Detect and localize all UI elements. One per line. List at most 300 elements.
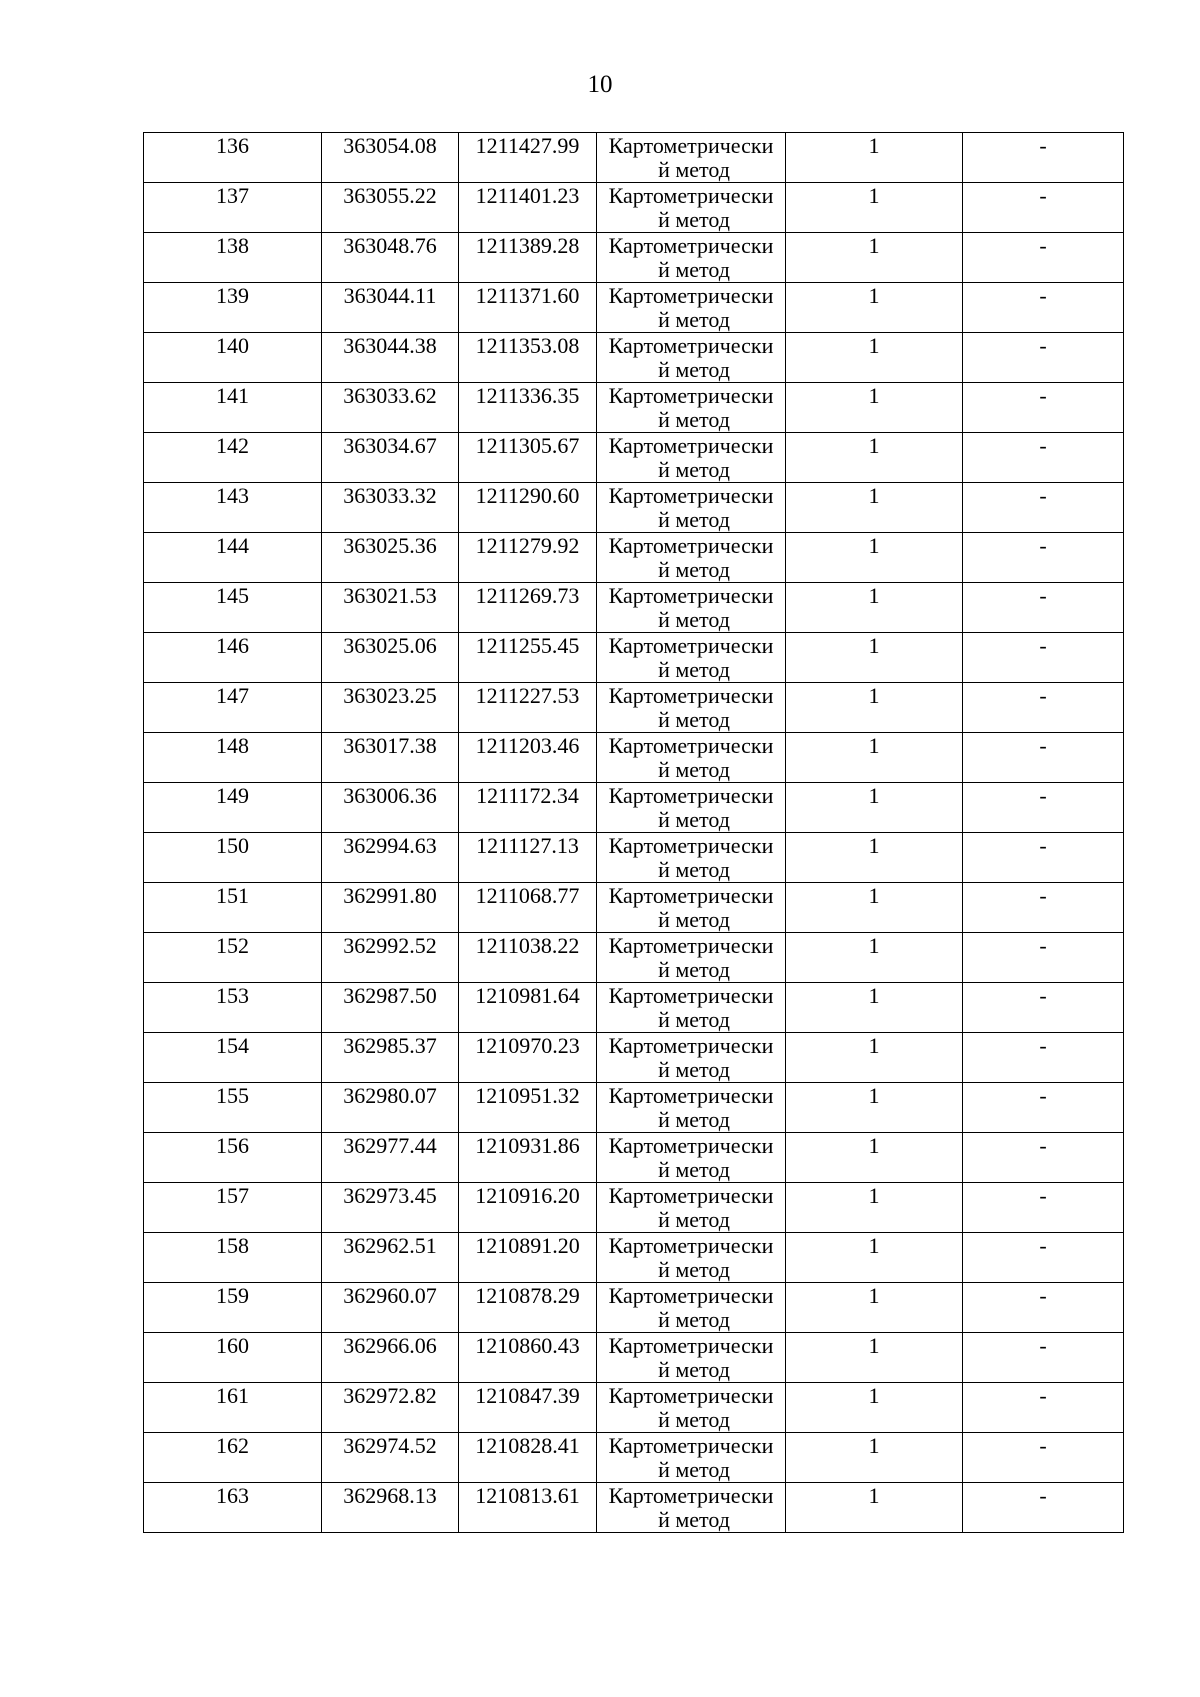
point-number-value: 143 [216, 483, 249, 508]
method-cell [597, 283, 786, 333]
method-label-line2: й метод [658, 257, 730, 282]
y-coordinate-cell [459, 1183, 597, 1233]
note-cell [963, 733, 1124, 783]
x-coordinate-value: 363033.32 [343, 483, 437, 508]
method-cell [597, 1483, 786, 1533]
table-row [144, 983, 1124, 1033]
y-coordinate-value: 1210878.29 [475, 1283, 580, 1308]
note-value: - [1039, 1283, 1047, 1308]
table-row [144, 1283, 1124, 1333]
accuracy-cell [786, 133, 963, 183]
x-coordinate-value: 362992.52 [343, 933, 437, 958]
x-coordinate-value: 363033.62 [343, 383, 437, 408]
method-label-line1: Картометрически [608, 1483, 774, 1508]
point-number-cell [144, 583, 322, 633]
page-number: 10 [587, 71, 613, 98]
note-value: - [1039, 1333, 1047, 1358]
y-coordinate-cell [459, 1133, 597, 1183]
point-number-cell [144, 1283, 322, 1333]
method-label-line1: Картометрически [608, 683, 774, 708]
method-label-line2: й метод [658, 207, 730, 232]
table-row [144, 433, 1124, 483]
accuracy-cell [786, 733, 963, 783]
note-cell [963, 833, 1124, 883]
coordinates-table-body [144, 133, 1124, 1533]
method-label-line1: Картометрически [608, 1083, 774, 1108]
accuracy-value: 1 [868, 1283, 880, 1308]
x-coordinate-cell [322, 933, 459, 983]
accuracy-value: 1 [868, 733, 880, 758]
y-coordinate-cell [459, 1433, 597, 1483]
table-row [144, 1083, 1124, 1133]
method-label-line2: й метод [658, 1457, 730, 1482]
table-row [144, 1433, 1124, 1483]
method-cell [597, 233, 786, 283]
y-coordinate-value: 1211255.45 [475, 633, 580, 658]
method-cell [597, 133, 786, 183]
y-coordinate-cell [459, 233, 597, 283]
accuracy-cell [786, 1083, 963, 1133]
table-row [144, 383, 1124, 433]
accuracy-value: 1 [868, 1433, 880, 1458]
method-cell [597, 1233, 786, 1283]
method-cell [597, 1083, 786, 1133]
accuracy-value: 1 [868, 583, 880, 608]
method-label-line1: Картометрически [608, 583, 774, 608]
y-coordinate-cell [459, 733, 597, 783]
point-number-value: 150 [216, 833, 249, 858]
method-label-line1: Картометрически [608, 1383, 774, 1408]
accuracy-cell [786, 1233, 963, 1283]
table-row [144, 283, 1124, 333]
x-coordinate-cell [322, 283, 459, 333]
y-coordinate-value: 1210860.43 [475, 1333, 580, 1358]
point-number-value: 145 [216, 583, 249, 608]
note-cell [963, 133, 1124, 183]
y-coordinate-cell [459, 1083, 597, 1133]
note-value: - [1039, 433, 1047, 458]
table-row [144, 183, 1124, 233]
note-value: - [1039, 983, 1047, 1008]
note-cell [963, 683, 1124, 733]
accuracy-cell [786, 933, 963, 983]
method-label-line1: Картометрически [608, 1133, 774, 1158]
method-label-line1: Картометрически [608, 133, 774, 158]
x-coordinate-cell [322, 483, 459, 533]
note-cell [963, 1033, 1124, 1083]
method-cell [597, 183, 786, 233]
point-number-value: 159 [216, 1283, 249, 1308]
x-coordinate-value: 362966.06 [343, 1333, 437, 1358]
y-coordinate-value: 1211203.46 [475, 733, 580, 758]
note-cell [963, 1383, 1124, 1433]
method-label-line2: й метод [658, 157, 730, 182]
method-label-line2: й метод [658, 857, 730, 882]
point-number-cell [144, 783, 322, 833]
accuracy-cell [786, 233, 963, 283]
x-coordinate-value: 363006.36 [343, 783, 437, 808]
point-number-value: 155 [216, 1083, 249, 1108]
method-cell [597, 683, 786, 733]
accuracy-value: 1 [868, 1183, 880, 1208]
method-cell [597, 383, 786, 433]
accuracy-cell [786, 783, 963, 833]
point-number-value: 156 [216, 1133, 249, 1158]
point-number-value: 158 [216, 1233, 249, 1258]
point-number-value: 149 [216, 783, 249, 808]
note-value: - [1039, 233, 1047, 258]
method-label-line1: Картометрически [608, 1033, 774, 1058]
point-number-value: 142 [216, 433, 249, 458]
method-label-line2: й метод [658, 1207, 730, 1232]
y-coordinate-cell [459, 633, 597, 683]
y-coordinate-value: 1210916.20 [475, 1183, 580, 1208]
y-coordinate-value: 1211353.08 [475, 333, 580, 358]
note-cell [963, 233, 1124, 283]
y-coordinate-value: 1211290.60 [475, 483, 580, 508]
accuracy-value: 1 [868, 283, 880, 308]
note-cell [963, 1183, 1124, 1233]
note-cell [963, 1333, 1124, 1383]
accuracy-value: 1 [868, 1033, 880, 1058]
point-number-value: 136 [216, 133, 249, 158]
point-number-cell [144, 383, 322, 433]
accuracy-value: 1 [868, 133, 880, 158]
y-coordinate-cell [459, 1033, 597, 1083]
accuracy-value: 1 [868, 783, 880, 808]
accuracy-cell [786, 1333, 963, 1383]
method-label-line2: й метод [658, 357, 730, 382]
point-number-cell [144, 1183, 322, 1233]
method-label-line1: Картометрически [608, 383, 774, 408]
note-cell [963, 783, 1124, 833]
point-number-value: 152 [216, 933, 249, 958]
method-label-line2: й метод [658, 1407, 730, 1432]
y-coordinate-value: 1211389.28 [475, 233, 580, 258]
y-coordinate-cell [459, 283, 597, 333]
method-label-line1: Картометрически [608, 1283, 774, 1308]
note-cell [963, 1083, 1124, 1133]
note-value: - [1039, 183, 1047, 208]
accuracy-cell [786, 833, 963, 883]
method-label-line2: й метод [658, 1357, 730, 1382]
method-label-line2: й метод [658, 907, 730, 932]
method-cell [597, 483, 786, 533]
note-cell [963, 533, 1124, 583]
x-coordinate-cell [322, 533, 459, 583]
x-coordinate-value: 363025.06 [343, 633, 437, 658]
note-value: - [1039, 133, 1047, 158]
point-number-cell [144, 133, 322, 183]
accuracy-value: 1 [868, 233, 880, 258]
accuracy-cell [786, 633, 963, 683]
method-label-line1: Картометрически [608, 1333, 774, 1358]
y-coordinate-value: 1210951.32 [475, 1083, 580, 1108]
y-coordinate-cell [459, 1283, 597, 1333]
note-cell [963, 1283, 1124, 1333]
point-number-value: 151 [216, 883, 249, 908]
x-coordinate-value: 362974.52 [343, 1433, 437, 1458]
accuracy-value: 1 [868, 1083, 880, 1108]
accuracy-value: 1 [868, 383, 880, 408]
method-cell [597, 1133, 786, 1183]
accuracy-value: 1 [868, 1233, 880, 1258]
method-label-line1: Картометрически [608, 533, 774, 558]
method-label-line1: Картометрически [608, 283, 774, 308]
accuracy-cell [786, 683, 963, 733]
note-value: - [1039, 783, 1047, 808]
note-value: - [1039, 933, 1047, 958]
accuracy-cell [786, 583, 963, 633]
y-coordinate-cell [459, 1233, 597, 1283]
method-label-line2: й метод [658, 557, 730, 582]
method-label-line1: Картометрически [608, 633, 774, 658]
note-value: - [1039, 1033, 1047, 1058]
point-number-cell [144, 483, 322, 533]
x-coordinate-value: 363055.22 [343, 183, 437, 208]
point-number-cell [144, 983, 322, 1033]
y-coordinate-value: 1211269.73 [475, 583, 580, 608]
point-number-value: 161 [216, 1383, 249, 1408]
accuracy-value: 1 [868, 483, 880, 508]
y-coordinate-value: 1210828.41 [475, 1433, 580, 1458]
accuracy-cell [786, 1383, 963, 1433]
table-row [144, 783, 1124, 833]
point-number-cell [144, 1383, 322, 1433]
y-coordinate-value: 1210981.64 [475, 983, 580, 1008]
point-number-value: 141 [216, 383, 249, 408]
accuracy-value: 1 [868, 1133, 880, 1158]
accuracy-value: 1 [868, 633, 880, 658]
x-coordinate-cell [322, 1133, 459, 1183]
method-cell [597, 1283, 786, 1333]
point-number-value: 154 [216, 1033, 249, 1058]
method-label-line1: Картометрически [608, 433, 774, 458]
accuracy-value: 1 [868, 933, 880, 958]
x-coordinate-value: 363044.38 [343, 333, 437, 358]
y-coordinate-value: 1211038.22 [475, 933, 580, 958]
table-row [144, 483, 1124, 533]
x-coordinate-cell [322, 733, 459, 783]
accuracy-value: 1 [868, 683, 880, 708]
method-cell [597, 1333, 786, 1383]
x-coordinate-cell [322, 1183, 459, 1233]
method-cell [597, 533, 786, 583]
method-label-line1: Картометрически [608, 1183, 774, 1208]
accuracy-cell [786, 1133, 963, 1183]
note-value: - [1039, 333, 1047, 358]
x-coordinate-cell [322, 1433, 459, 1483]
method-label-line2: й метод [658, 757, 730, 782]
y-coordinate-value: 1210891.20 [475, 1233, 580, 1258]
x-coordinate-value: 362977.44 [343, 1133, 437, 1158]
x-coordinate-cell [322, 1333, 459, 1383]
accuracy-cell [786, 433, 963, 483]
note-value: - [1039, 1183, 1047, 1208]
point-number-value: 137 [216, 183, 249, 208]
note-cell [963, 933, 1124, 983]
method-label-line2: й метод [658, 307, 730, 332]
table-row [144, 1333, 1124, 1383]
method-label-line2: й метод [658, 1307, 730, 1332]
method-cell [597, 783, 786, 833]
note-value: - [1039, 1483, 1047, 1508]
point-number-value: 147 [216, 683, 249, 708]
method-label-line1: Картометрически [608, 1433, 774, 1458]
point-number-cell [144, 1033, 322, 1083]
note-value: - [1039, 883, 1047, 908]
method-label-line1: Картометрически [608, 883, 774, 908]
accuracy-cell [786, 1033, 963, 1083]
x-coordinate-cell [322, 383, 459, 433]
y-coordinate-value: 1211427.99 [475, 133, 580, 158]
note-cell [963, 1133, 1124, 1183]
method-label-line2: й метод [658, 457, 730, 482]
method-label-line1: Картометрически [608, 983, 774, 1008]
note-cell [963, 983, 1124, 1033]
method-label-line1: Картометрически [608, 733, 774, 758]
note-cell [963, 583, 1124, 633]
point-number-value: 139 [216, 283, 249, 308]
accuracy-cell [786, 483, 963, 533]
y-coordinate-value: 1211305.67 [475, 433, 580, 458]
method-label-line2: й метод [658, 1057, 730, 1082]
accuracy-cell [786, 383, 963, 433]
point-number-cell [144, 733, 322, 783]
y-coordinate-value: 1210813.61 [475, 1483, 580, 1508]
note-value: - [1039, 1383, 1047, 1408]
note-value: - [1039, 583, 1047, 608]
point-number-cell [144, 233, 322, 283]
y-coordinate-cell [459, 433, 597, 483]
y-coordinate-value: 1211227.53 [475, 683, 580, 708]
method-label-line1: Картометрически [608, 333, 774, 358]
x-coordinate-value: 363048.76 [343, 233, 437, 258]
accuracy-cell [786, 533, 963, 583]
method-label-line1: Картометрически [608, 1233, 774, 1258]
method-label-line2: й метод [658, 507, 730, 532]
x-coordinate-value: 362987.50 [343, 983, 437, 1008]
y-coordinate-cell [459, 833, 597, 883]
point-number-value: 148 [216, 733, 249, 758]
accuracy-cell [786, 983, 963, 1033]
note-value: - [1039, 733, 1047, 758]
x-coordinate-cell [322, 1483, 459, 1533]
point-number-cell [144, 833, 322, 883]
x-coordinate-cell [322, 633, 459, 683]
note-value: - [1039, 833, 1047, 858]
y-coordinate-cell [459, 1383, 597, 1433]
method-label-line2: й метод [658, 1257, 730, 1282]
accuracy-value: 1 [868, 433, 880, 458]
method-cell [597, 1183, 786, 1233]
y-coordinate-cell [459, 783, 597, 833]
x-coordinate-value: 363034.67 [343, 433, 437, 458]
x-coordinate-cell [322, 1083, 459, 1133]
method-label-line1: Картометрически [608, 233, 774, 258]
x-coordinate-value: 362972.82 [343, 1383, 437, 1408]
point-number-value: 146 [216, 633, 249, 658]
accuracy-cell [786, 1183, 963, 1233]
point-number-value: 163 [216, 1483, 249, 1508]
point-number-cell [144, 183, 322, 233]
y-coordinate-cell [459, 583, 597, 633]
y-coordinate-value: 1211371.60 [475, 283, 580, 308]
table-row [144, 533, 1124, 583]
note-cell [963, 433, 1124, 483]
x-coordinate-cell [322, 583, 459, 633]
method-cell [597, 433, 786, 483]
note-value: - [1039, 1133, 1047, 1158]
x-coordinate-value: 363025.36 [343, 533, 437, 558]
x-coordinate-cell [322, 1383, 459, 1433]
method-label-line2: й метод [658, 1157, 730, 1182]
accuracy-cell [786, 1283, 963, 1333]
method-label-line2: й метод [658, 807, 730, 832]
method-label-line2: й метод [658, 1107, 730, 1132]
accuracy-value: 1 [868, 1333, 880, 1358]
x-coordinate-cell [322, 783, 459, 833]
point-number-cell [144, 1433, 322, 1483]
table-row [144, 333, 1124, 383]
x-coordinate-value: 362968.13 [343, 1483, 437, 1508]
table-row [144, 1133, 1124, 1183]
x-coordinate-cell [322, 883, 459, 933]
x-coordinate-value: 362980.07 [343, 1083, 437, 1108]
point-number-value: 160 [216, 1333, 249, 1358]
y-coordinate-value: 1211172.34 [476, 783, 579, 808]
x-coordinate-value: 362960.07 [343, 1283, 437, 1308]
x-coordinate-cell [322, 983, 459, 1033]
y-coordinate-cell [459, 1333, 597, 1383]
note-value: - [1039, 633, 1047, 658]
x-coordinate-cell [322, 183, 459, 233]
point-number-cell [144, 933, 322, 983]
x-coordinate-value: 363017.38 [343, 733, 437, 758]
x-coordinate-value: 363023.25 [343, 683, 437, 708]
point-number-cell [144, 433, 322, 483]
x-coordinate-value: 362994.63 [343, 833, 437, 858]
note-value: - [1039, 283, 1047, 308]
y-coordinate-value: 1210847.39 [475, 1383, 580, 1408]
point-number-cell [144, 1233, 322, 1283]
y-coordinate-value: 1211068.77 [475, 883, 580, 908]
point-number-cell [144, 1483, 322, 1533]
note-cell [963, 1233, 1124, 1283]
accuracy-value: 1 [868, 833, 880, 858]
method-label-line2: й метод [658, 1007, 730, 1032]
accuracy-value: 1 [868, 333, 880, 358]
accuracy-cell [786, 183, 963, 233]
method-label-line1: Картометрически [608, 833, 774, 858]
method-cell [597, 633, 786, 683]
point-number-value: 138 [216, 233, 249, 258]
point-number-cell [144, 283, 322, 333]
note-value: - [1039, 383, 1047, 408]
y-coordinate-value: 1210970.23 [475, 1033, 580, 1058]
note-cell [963, 383, 1124, 433]
accuracy-value: 1 [868, 983, 880, 1008]
y-coordinate-value: 1211279.92 [475, 533, 580, 558]
table-row [144, 583, 1124, 633]
y-coordinate-value: 1211127.13 [476, 833, 579, 858]
table-row [144, 1483, 1124, 1533]
note-cell [963, 283, 1124, 333]
accuracy-value: 1 [868, 1483, 880, 1508]
point-number-value: 144 [216, 533, 249, 558]
note-cell [963, 883, 1124, 933]
y-coordinate-cell [459, 483, 597, 533]
